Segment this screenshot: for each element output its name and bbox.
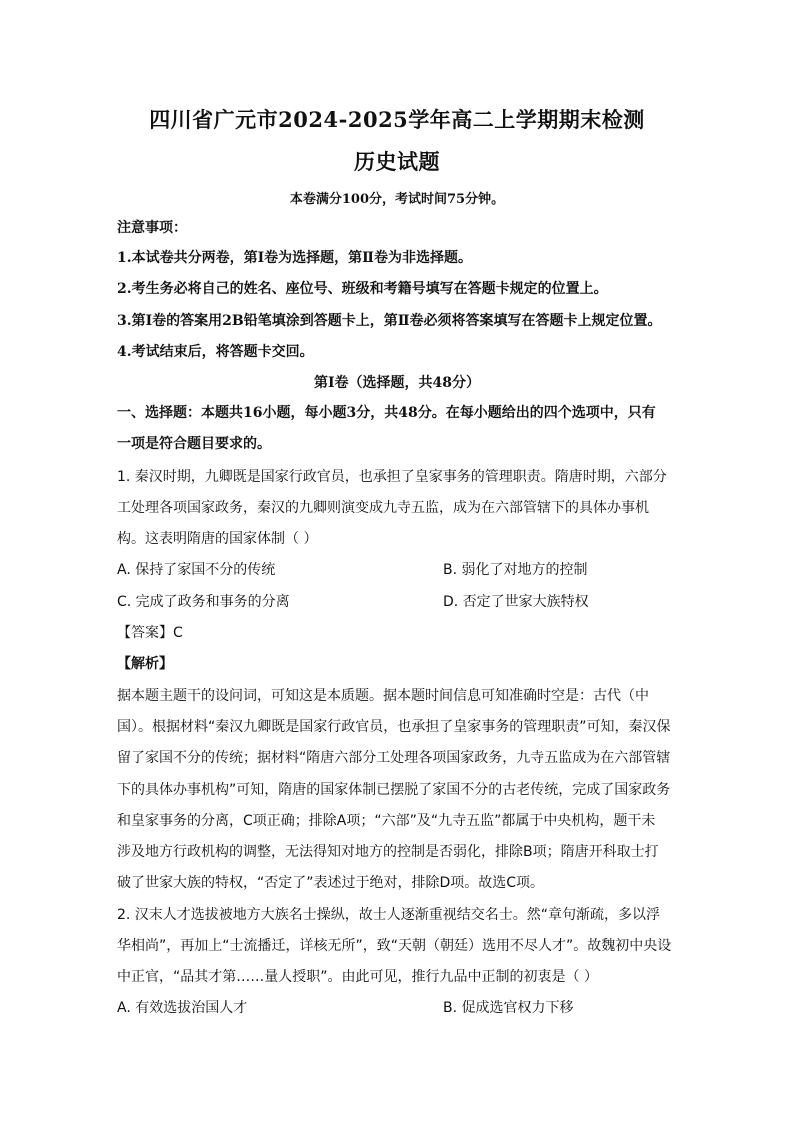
question-1-analysis: 下的具体办事机构”可知，隋唐的国家体制已摆脱了家国不分的古老传统，完成了国家政务	[117, 782, 671, 798]
question-1-option-c: C. 完成了政务和事务的分离	[117, 594, 290, 610]
question-1-analysis: 据本题主题干的设问词，可知这是本质题。据本题时间信息可知准确时空是：古代（中	[117, 688, 649, 704]
question-1-analysis-heading: 【解析】	[117, 656, 173, 672]
question-1-option-a: A. 保持了家国不分的传统	[117, 562, 276, 578]
question-1-analysis: 留了家国不分的传统；据材料“隋唐六部分工处理各项国家政务，九寺五监成为在六部管辖	[117, 750, 671, 766]
question-1-stem: 工处理各项国家政务，秦汉的九卿则演变成九寺五监，成为在六部管辖下的具体办事机	[117, 500, 649, 516]
question-1-analysis: 国）。根据材料“秦汉九卿既是国家行政官员，也承担了皇家事务的管理职责”可知，秦汉保	[117, 719, 671, 735]
page-subtitle: 历史试题	[354, 149, 440, 174]
section-title: 第Ⅰ卷（选择题，共48分）	[313, 375, 481, 391]
question-2-stem: 华相尚”，再加上“士流播迁，详核无所”，致“天朝（朝廷）选用不尽人才”。故魏初中央设	[117, 938, 672, 954]
question-1-option-b: B. 弱化了对地方的控制	[443, 562, 588, 578]
question-2-option-a: A. 有效选拔治国人才	[117, 1000, 248, 1016]
question-1-answer: 【答案】C	[117, 625, 183, 641]
question-1-analysis: 涉及地方行政机构的调整，无法得知对地方的控制是否弱化，排除B项；隋唐开科取士打	[117, 844, 659, 860]
note-item: 1.本试卷共分两卷，第Ⅰ卷为选择题，第Ⅱ卷为非选择题。	[117, 250, 472, 266]
question-1-analysis: 和皇家事务的分离，C项正确；排除A项；“六部”及“九寺五监”都属于中央机构，题干未	[117, 813, 656, 829]
section-instructions: 一项是符合题目要求的。	[117, 436, 271, 452]
question-1-option-d: D. 否定了世家大族特权	[443, 594, 589, 610]
question-2-option-b: B. 促成选官权力下移	[443, 1000, 574, 1016]
exam-meta: 本卷满分100分，考试时间75分钟。	[289, 192, 505, 207]
note-item: 2.考生务必将自己的姓名、座位号、班级和考籍号填写在答题卡规定的位置上。	[117, 281, 608, 297]
question-1-stem: 1. 秦汉时期，九卿既是国家行政官员，也承担了皇家事务的管理职责。隋唐时期，六部分	[117, 469, 667, 485]
question-1-stem: 构。这表明隋唐的国家体制（ ）	[117, 531, 318, 547]
question-2-stem: 2. 汉末人才选拔被地方大族名士操纵，故士人逐渐重视结交名士。然“章句渐疏，多以浮	[117, 907, 661, 923]
section-instructions: 一、选择题：本题共16小题，每小题3分，共48分。在每小题给出的四个选项中，只有	[117, 405, 656, 421]
notes-heading: 注意事项：	[117, 220, 187, 236]
question-2-stem: 中正官，“品其才第……量人授职”。由此可见，推行九品中正制的初衷是（ ）	[117, 969, 598, 985]
note-item: 4.考试结束后，将答题卡交回。	[117, 344, 314, 360]
page-title: 四川省广元市2024-2025学年高二上学期期末检测	[149, 107, 645, 132]
note-item: 3.第Ⅰ卷的答案用2B铅笔填涂到答题卡上，第Ⅱ卷必须将答案填写在答题卡上规定位置。	[117, 313, 662, 329]
question-1-analysis: 破了世家大族的特权，“否定了”表述过于绝对，排除D项。故选C项。	[117, 875, 545, 891]
